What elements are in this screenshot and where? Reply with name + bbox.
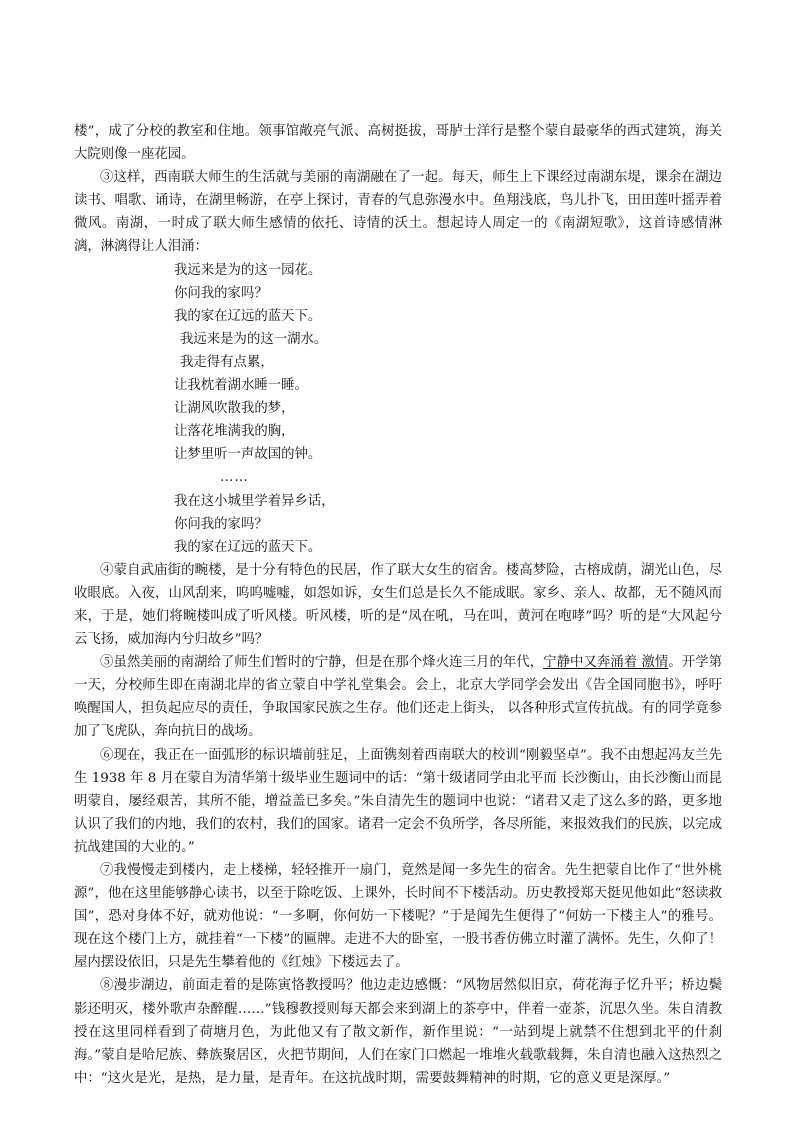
poem-line: 我在这小城里学着异乡话， <box>174 493 335 509</box>
poem-line: 我走得有点累， <box>180 354 274 370</box>
article-body <box>74 120 722 1090</box>
underlined-phrase: 宁静中又奔涌着 激情 <box>543 655 669 671</box>
poem-nanhu-short-song <box>174 259 722 559</box>
poem-line: 你问我的家吗？ <box>174 285 268 301</box>
poem-line: 让我枕着湖水睡一睡。 <box>174 378 308 394</box>
poem-line: 我远来是为的这一园花。 <box>174 262 322 278</box>
poem-line: 你问我的家吗？ <box>174 516 268 532</box>
paragraph-intro: 楼”，成了分校的教室和住地。领事馆敞亮气派、高树挺拔，哥胪士洋行是整个蒙自最豪华的西式建筑，海关大院则像一座花园。 <box>74 124 722 163</box>
paragraph-4: ④蒙自武庙街的畹楼，是十分有特色的民居，作了联大女生的宿舍。楼高梦险，古榕成荫，湖光山色，尽收眼底。入夜，山风刮来，呜呜嘘嘘，如怨如诉，女生们总是长久不能成眠。家乡、亲人、故都，无不随风而来，于是，她们将畹楼叫成了听风楼。听风楼，听的是“凤在吼，马在叫，黄河在咆哮”吗？听的是“大风起兮云飞扬，威加海内兮归故乡”吗？ <box>74 562 722 648</box>
paragraph-7: ⑦我慢慢走到楼内，走上楼梯，轻轻推开一扇门，竟然是闻一多先生的宿舍。先生把蒙自比作了“世外桃源”，他在这里能够静心读书，以至于除吃饭、上课外，长时间不下楼活动。历史教授郑天挺见他如此“怒读救国”，恐对身体不好，就劝他说：“一多啊，你何妨一下楼呢？”于是闻先生便得了“何妨一下楼主人”的雅号。现在这个楼门上方，就挂着“一下楼”的匾牌。走进不大的卧室，一股书香仿佛立时灌了满怀。先生，久仰了！屋内摆设依旧，只是先生攀着他的《红烛》下楼远去了。 <box>74 863 722 971</box>
paragraph-5-before: ⑤虽然美丽的南湖给了师生们暂时的宁静，但是在那个烽火连三月的年代， <box>100 655 544 671</box>
poem-line: 我的家在辽远的蓝天下。 <box>174 539 322 555</box>
poem-ellipsis: …… <box>220 470 249 486</box>
poem-line: 我的家在辽远的蓝天下。 <box>174 308 322 324</box>
paragraph-6: ⑥现在，我正在一面弧形的标识墙前驻足，上面镌刻着西南联大的校训“刚毅坚卓”。我不由想起冯友兰先生 1938 年 8 月在蒙自为清华第十级毕业生题词中的话：“第十级诸同学由北平而 长沙衡山，由长沙衡山而昆明蒙自，屡经艰苦，其所不能，增益盖已多矣。”朱自清先生的题词中也说：“诸君又走了这么多的路，更多地认识了我们的内地，我们的农村，我们的国家。诸君一定会不负所学，各尽所能，来报效我们的民族，以完成抗战建国的大业的。” <box>74 747 722 855</box>
poem-line: 让梦里听一声故国的钟。 <box>174 447 322 463</box>
poem-line: 我远来是为的这一湖水。 <box>180 331 328 347</box>
poem-line: 让湖风吹散我的梦， <box>174 401 295 417</box>
paragraph-8: ⑧漫步湖边，前面走着的是陈寅恪教授吗？他边走边感慨：“风物居然似旧京，荷花海子忆升平；桥边鬓影还明灭，楼外歌声杂醉醒……”钱穆教授则每天都会来到湖上的茶亭中，伴着一壶茶，沉思久坐。朱自清教授在这里同样看到了荷塘月色，为此他又有了散文新作，新作里说：“一站到堤上就禁不住想到北平的什刹海。”蒙自是哈尼族、彝族聚居区，火把节期间，人们在家门口燃起一堆堆火载歌载舞，朱自清也融入这热烈之中：“这火是光，是热，是力量，是青年。在这抗战时期，需要鼓舞精神的时期，它的意义更是深厚。” <box>74 978 722 1086</box>
poem-line: 让落花堆满我的胸， <box>174 424 295 440</box>
paragraph-3: ③这样，西南联大师生的生活就与美丽的南湖融在了一起。每天，师生上下课经过南湖东堤，课余在湖边读书、唱歌、诵诗，在湖里畅游，在亭上探讨，青春的气息弥漫水中。鱼翔浅底，鸟儿扑飞，田田莲叶摇弄着微风。南湖，一时成了联大师生感情的依托、诗情的沃土。想起诗人周定一的《南湖短歌》，这首诗感情淋漓，淋漓得让人泪涌： <box>74 170 722 255</box>
paragraph-5 <box>74 651 722 743</box>
paragraph-5-after: 。开学第一天，分校师生即在南湖北岸的省立蒙自中学礼堂集会。会上，北京大学同学会发出《告全国同胞书》，呼吁唤醒国人，担负起应尽的责任，争取国家民族之生存。他们还走上街头， 以各种形式宣传抗战。有的同学竟参加了飞虎队，奔向抗日的战场。 <box>74 655 722 740</box>
